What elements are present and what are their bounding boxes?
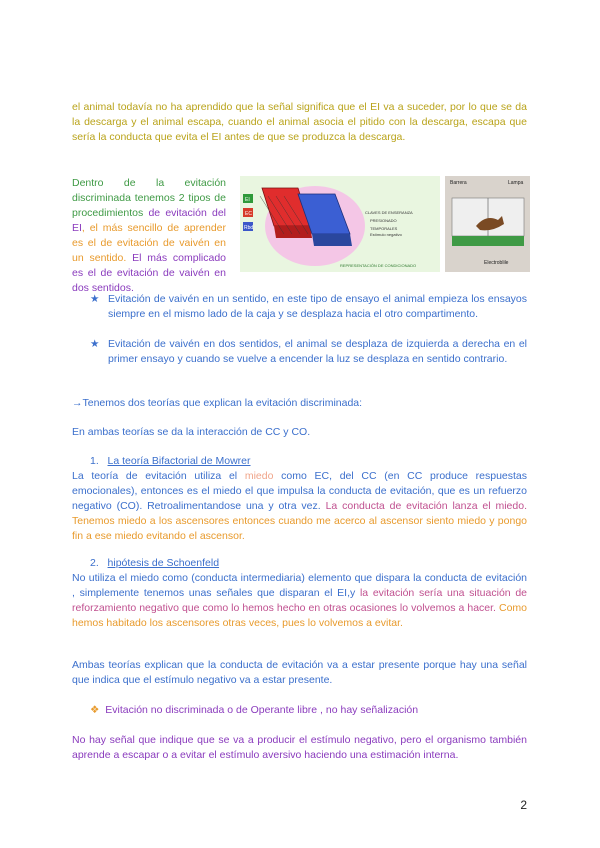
discriminated-part1: Dentro de la evitación discriminada tenemos 2 tipos de procedimientos <box>72 177 226 219</box>
bullet-item <box>90 292 527 322</box>
nondiscriminated-title: Evitación no discriminada o de Operante libre , no hay señalización <box>105 704 419 716</box>
theory2-paragraph <box>72 571 527 631</box>
bottom-caption: REPRESENTACIÓN DE CONDICIONADO <box>340 263 417 268</box>
both-theories-paragraph: Ambas teorías explican que la conducta de evitación va a estar presente porque hay una señal que indica que el estímulo negativo va a estar presente. <box>72 659 527 686</box>
theory2-number: 2. <box>90 557 99 569</box>
red-chamber-base <box>274 226 312 238</box>
label-electroblile: Electroblile <box>484 260 509 266</box>
theories-intro: →Tenemos dos teorías que explican la evitación discriminada: <box>72 397 363 409</box>
theory2-pink: la evitación sería una situación de reforzamiento negativo que como lo hemos hecho en otras ocasiones lo volvemos a hacer. <box>72 587 527 614</box>
intro-paragraph: el animal todavía no ha aprendido que la señal significa que el EI va a suceder, por lo que se da la descarga y el animal escapa, cuando el animal asocia el pitido con la descarga, escapa que sería la conducta que evita el EI antes de que se produzca la descarga. <box>72 101 527 143</box>
theory1-heading <box>90 454 527 469</box>
page-number: 2 <box>520 798 527 812</box>
star-icon: ★ <box>90 338 100 350</box>
theory2-heading <box>90 556 527 571</box>
avoidance-apparatus-figure <box>240 176 530 272</box>
cc-co-line: En ambas teorías se da la interacción de CC y CO. <box>72 426 311 438</box>
legend-item: TEMPORALES <box>370 226 398 231</box>
discriminated-part3: , el más sencillo de aprender es el de evitación de vaivén en un sentido. <box>72 222 226 264</box>
theory1-title: La teoría Bifactorial de Mowrer <box>107 455 251 467</box>
legend-item: PRESIONADO <box>370 218 397 223</box>
theory1-p1: La teoría de evitación utiliza el <box>72 470 238 482</box>
legend-title: CLAVES DE ENSERANZA <box>365 210 413 215</box>
bullet-item <box>90 337 527 367</box>
theory1-pink: La conducta de evitación lanza el miedo. <box>325 500 527 512</box>
bullet-text: Evitación de vaivén en dos sentidos, el animal se desplaza de izquierda a derecha en el primer ensayo y cuando se vuelve a encender la luz se desplaza en sentido contrario. <box>108 338 527 365</box>
legend-item: Estímulo negativo <box>370 232 402 237</box>
label-ec: EC <box>245 211 252 217</box>
bullet-text: Evitación de vaivén en un sentido, en este tipo de ensayo el animal empieza los ensayos siempre en el mismo lado de la caja y se desplaza hacia el otro compartimento. <box>108 293 527 320</box>
blue-chamber-base <box>312 234 352 246</box>
discriminated-part2: de evitación del EI <box>72 207 227 234</box>
diamond-bullet-icon: ❖ <box>90 704 100 716</box>
theory2-title: hipótesis de Schoenfeld <box>107 557 220 569</box>
label-rbd: Rbd <box>244 225 254 231</box>
star-icon: ★ <box>90 293 100 305</box>
theory1-paragraph <box>72 469 527 544</box>
theory2-orange: Como hemos habitado los ascensores otras veces, pues lo volvemos a evitar. <box>72 602 527 629</box>
nondiscriminated-paragraph: No hay señal que indique que se va a producir el estímulo negativo, pero el organismo también aprende a escapar o a evitar el estímulo aversivo haciendo una estimación interna. <box>72 734 527 761</box>
theory1-number: 1. <box>90 455 99 467</box>
label-lampa: Lampa <box>508 180 524 186</box>
label-barrera: Barrera <box>450 180 467 186</box>
theory1-orange: Tenemos miedo a los ascensores entonces cuando me acerco al ascensor siento miedo y pongo fin a ese miedo evitando el ascensor. <box>72 515 527 542</box>
discriminated-paragraph <box>72 176 226 296</box>
theory1-miedo: miedo <box>244 470 274 482</box>
box-floor <box>452 236 524 246</box>
label-ei: EI <box>245 197 250 203</box>
discriminated-part4: El más complicado es el de evitación de vaivén en dos sentidos. <box>72 252 226 294</box>
theory2-p1: No utiliza el miedo como (conducta intermediaria) elemento que dispara la conducta de evitación , simplemente tenemos unas señales que disparan el EI,y <box>72 572 527 599</box>
theory1-p1-rest: como EC, del CC (en CC produce respuestas emocionales), entonces es el miedo el que impulsa la conducta de evitación, que es un refuerzo negativo (CO). Retroalimentandose una y otra vez. <box>72 470 528 512</box>
nondiscriminated-heading <box>90 703 527 718</box>
